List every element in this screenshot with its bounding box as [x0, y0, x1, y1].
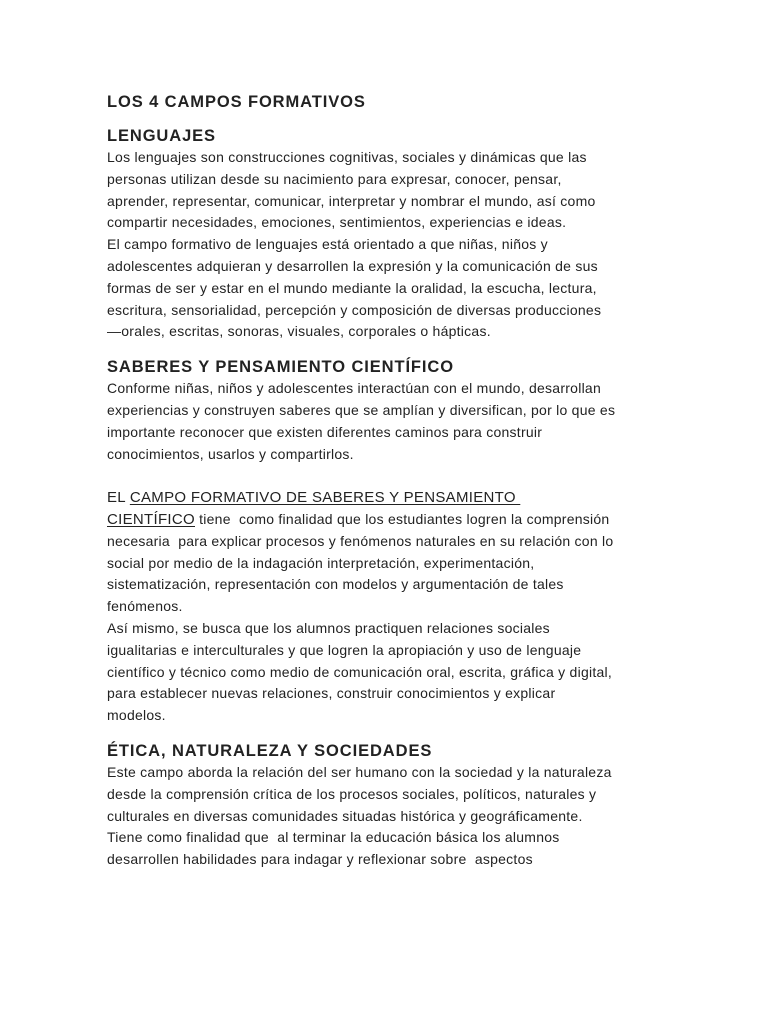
text-line: para establecer nuevas relaciones, construir conocimientos y explicar — [107, 685, 556, 702]
paragraph-saberes-body — [107, 487, 667, 727]
paragraph-saberes-intro — [107, 378, 667, 465]
campo-formativo-link[interactable]: CAMPO FORMATIVO DE SABERES Y PENSAMIENTO — [129, 489, 521, 507]
text-line: Este campo aborda la relación del ser humano con la sociedad y la naturaleza — [107, 763, 612, 780]
text-line: social por medio de la indagación interpretación, experimentación, — [107, 554, 535, 571]
text-line: fenómenos. — [107, 598, 183, 615]
text-line: adolescentes adquieran y desarrollen la expresión y la comunicación de sus — [107, 257, 598, 274]
text-line: experiencias y construyen saberes que se amplían y diversifican, por lo que es — [107, 401, 616, 418]
text-line: desarrollen habilidades para indagar y reflexionar sobre aspectos — [107, 851, 533, 868]
section-heading-saberes: SABERES Y PENSAMIENTO CIENTÍFICO — [107, 358, 454, 377]
text-line: culturales en diversas comunidades situadas histórica y geográficamente. — [107, 807, 583, 824]
el-prefix: EL — [107, 489, 130, 507]
text-line: aprender, representar, comunicar, interpretar y nombrar el mundo, así como — [107, 192, 596, 209]
text-line: —orales, escritas, sonoras, visuales, corporales o hápticas. — [107, 323, 491, 340]
section-saberes — [107, 357, 667, 727]
text-line: conocimientos, usarlos y compartirlos. — [107, 445, 354, 462]
text-line: personas utilizan desde su nacimiento para expresar, conocer, pensar, — [107, 170, 562, 187]
text-line: escritura, sensorialidad, percepción y composición de diversas producciones — [107, 301, 602, 318]
paragraph-lenguajes — [107, 147, 667, 343]
text-line: Tiene como finalidad que al terminar la educación básica los alumnos — [107, 829, 560, 846]
campo-formativo-link-continued[interactable]: CIENTÍFICO — [107, 510, 195, 528]
section-heading-etica: ÉTICA, NATURALEZA Y SOCIEDADES — [107, 741, 433, 760]
text-line: necesaria para explicar procesos y fenómenos naturales en su relación con lo — [107, 532, 614, 549]
paragraph-spacer — [107, 465, 667, 487]
text-line — [107, 509, 667, 531]
document-title: LOS 4 CAMPOS FORMATIVOS — [107, 93, 366, 111]
text-line: Conforme niñas, niños y adolescentes interactúan con el mundo, desarrollan — [107, 380, 602, 397]
text-line: desde la comprensión crítica de los procesos sociales, políticos, naturales y — [107, 785, 597, 802]
text-line: compartir necesidades, emociones, sentimientos, experiencias e ideas. — [107, 214, 567, 231]
text-line: científico y técnico como medio de comunicación oral, escrita, gráfica y digital, — [107, 663, 613, 680]
document-page — [107, 91, 667, 885]
paragraph-etica — [107, 762, 667, 871]
text-line: formas de ser y estar en el mundo mediante la oralidad, la escucha, lectura, — [107, 279, 597, 296]
text-line: importante reconocer que existen diferentes caminos para construir — [107, 423, 543, 440]
text-line — [107, 487, 667, 509]
section-heading-lenguajes: LENGUAJES — [107, 127, 216, 145]
section-lenguajes — [107, 126, 667, 343]
text-line: modelos. — [107, 707, 166, 724]
text-line: igualitarias e interculturales y que logren la apropiación y uso de lenguaje — [107, 641, 582, 658]
text-line: sistematización, representación con modelos y argumentación de tales — [107, 576, 564, 593]
text-after-link: tiene como finalidad que los estudiantes logren la comprensión — [195, 510, 610, 527]
section-etica — [107, 741, 667, 871]
text-line: Así mismo, se busca que los alumnos practiquen relaciones sociales — [107, 619, 550, 636]
text-line: El campo formativo de lenguajes está orientado a que niñas, niños y — [107, 236, 548, 253]
text-line: Los lenguajes son construcciones cognitivas, sociales y dinámicas que las — [107, 149, 587, 165]
